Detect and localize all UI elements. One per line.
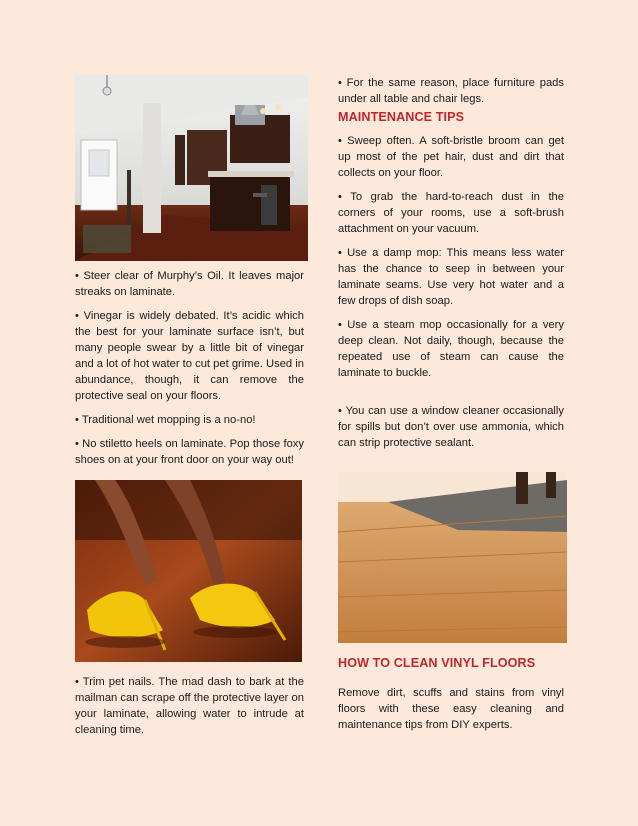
kitchen-illustration	[75, 75, 308, 261]
tip-furniture-pads: • For the same reason, place furniture pads under all table and chair legs.	[338, 77, 564, 105]
heels-photo	[75, 480, 302, 662]
tip-wet-mopping: • Traditional wet mopping is a no-no!	[75, 414, 256, 426]
tip-trim-pet-nails: • Trim pet nails. The mad dash to bark at the mailman can scrape off the protective layer on your laminate, allowing water to intrude at cleaning time.	[75, 676, 304, 736]
right-column-top	[338, 75, 564, 459]
heels-illustration	[75, 480, 302, 662]
tip-sweep: • Sweep often. A soft-bristle broom can get up most of the pet hair, dust and dirt that collects on your floor.	[338, 135, 564, 179]
tip-stiletto-heels: • No stiletto heels on laminate. Pop those foxy shoes on at your front door on your way out!	[75, 438, 304, 466]
tip-vinegar: • Vinegar is widely debated. It’s acidic which the best for your laminate surface isn’t, but many people swear by a little bit of vinegar and a lot of hot water to cut pet grime. Used in abundance, though, it can remove the protective seal on your floors.	[75, 310, 304, 402]
right-column-bottom	[338, 655, 564, 741]
tip-window-cleaner: • You can use a window cleaner occasionally for spills but don’t over use ammonia, which can strip protective sealant.	[338, 405, 564, 449]
tip-steam-mop: • Use a steam mop occasionally for a very deep clean. Not daily, though, because the repeated use of steam can cause the laminate to buckle.	[338, 319, 564, 379]
maintenance-tips-heading: MAINTENANCE TIPS	[338, 110, 465, 124]
kitchen-photo	[75, 75, 308, 261]
vinyl-floors-text: Remove dirt, scuffs and stains from vinyl floors with these easy cleaning and maintenance tips from DIY experts.	[338, 687, 564, 731]
tip-murphys-oil: • Steer clear of Murphy’s Oil. It leaves major streaks on laminate.	[75, 270, 304, 298]
left-column-top	[75, 268, 304, 476]
vinyl-floors-heading: HOW TO CLEAN VINYL FLOORS	[338, 656, 536, 670]
left-column-bottom	[75, 674, 304, 746]
tip-vacuum: • To grab the hard-to-reach dust in the corners of your rooms, use a soft-brush attachment on your vacuum.	[338, 191, 564, 235]
tip-damp-mop: • Use a damp mop: This means less water has the chance to seep in between your laminate seams. Use very hot water and a few drops of dish soap.	[338, 247, 564, 307]
floor-photo	[338, 472, 567, 643]
floor-illustration	[338, 472, 567, 643]
